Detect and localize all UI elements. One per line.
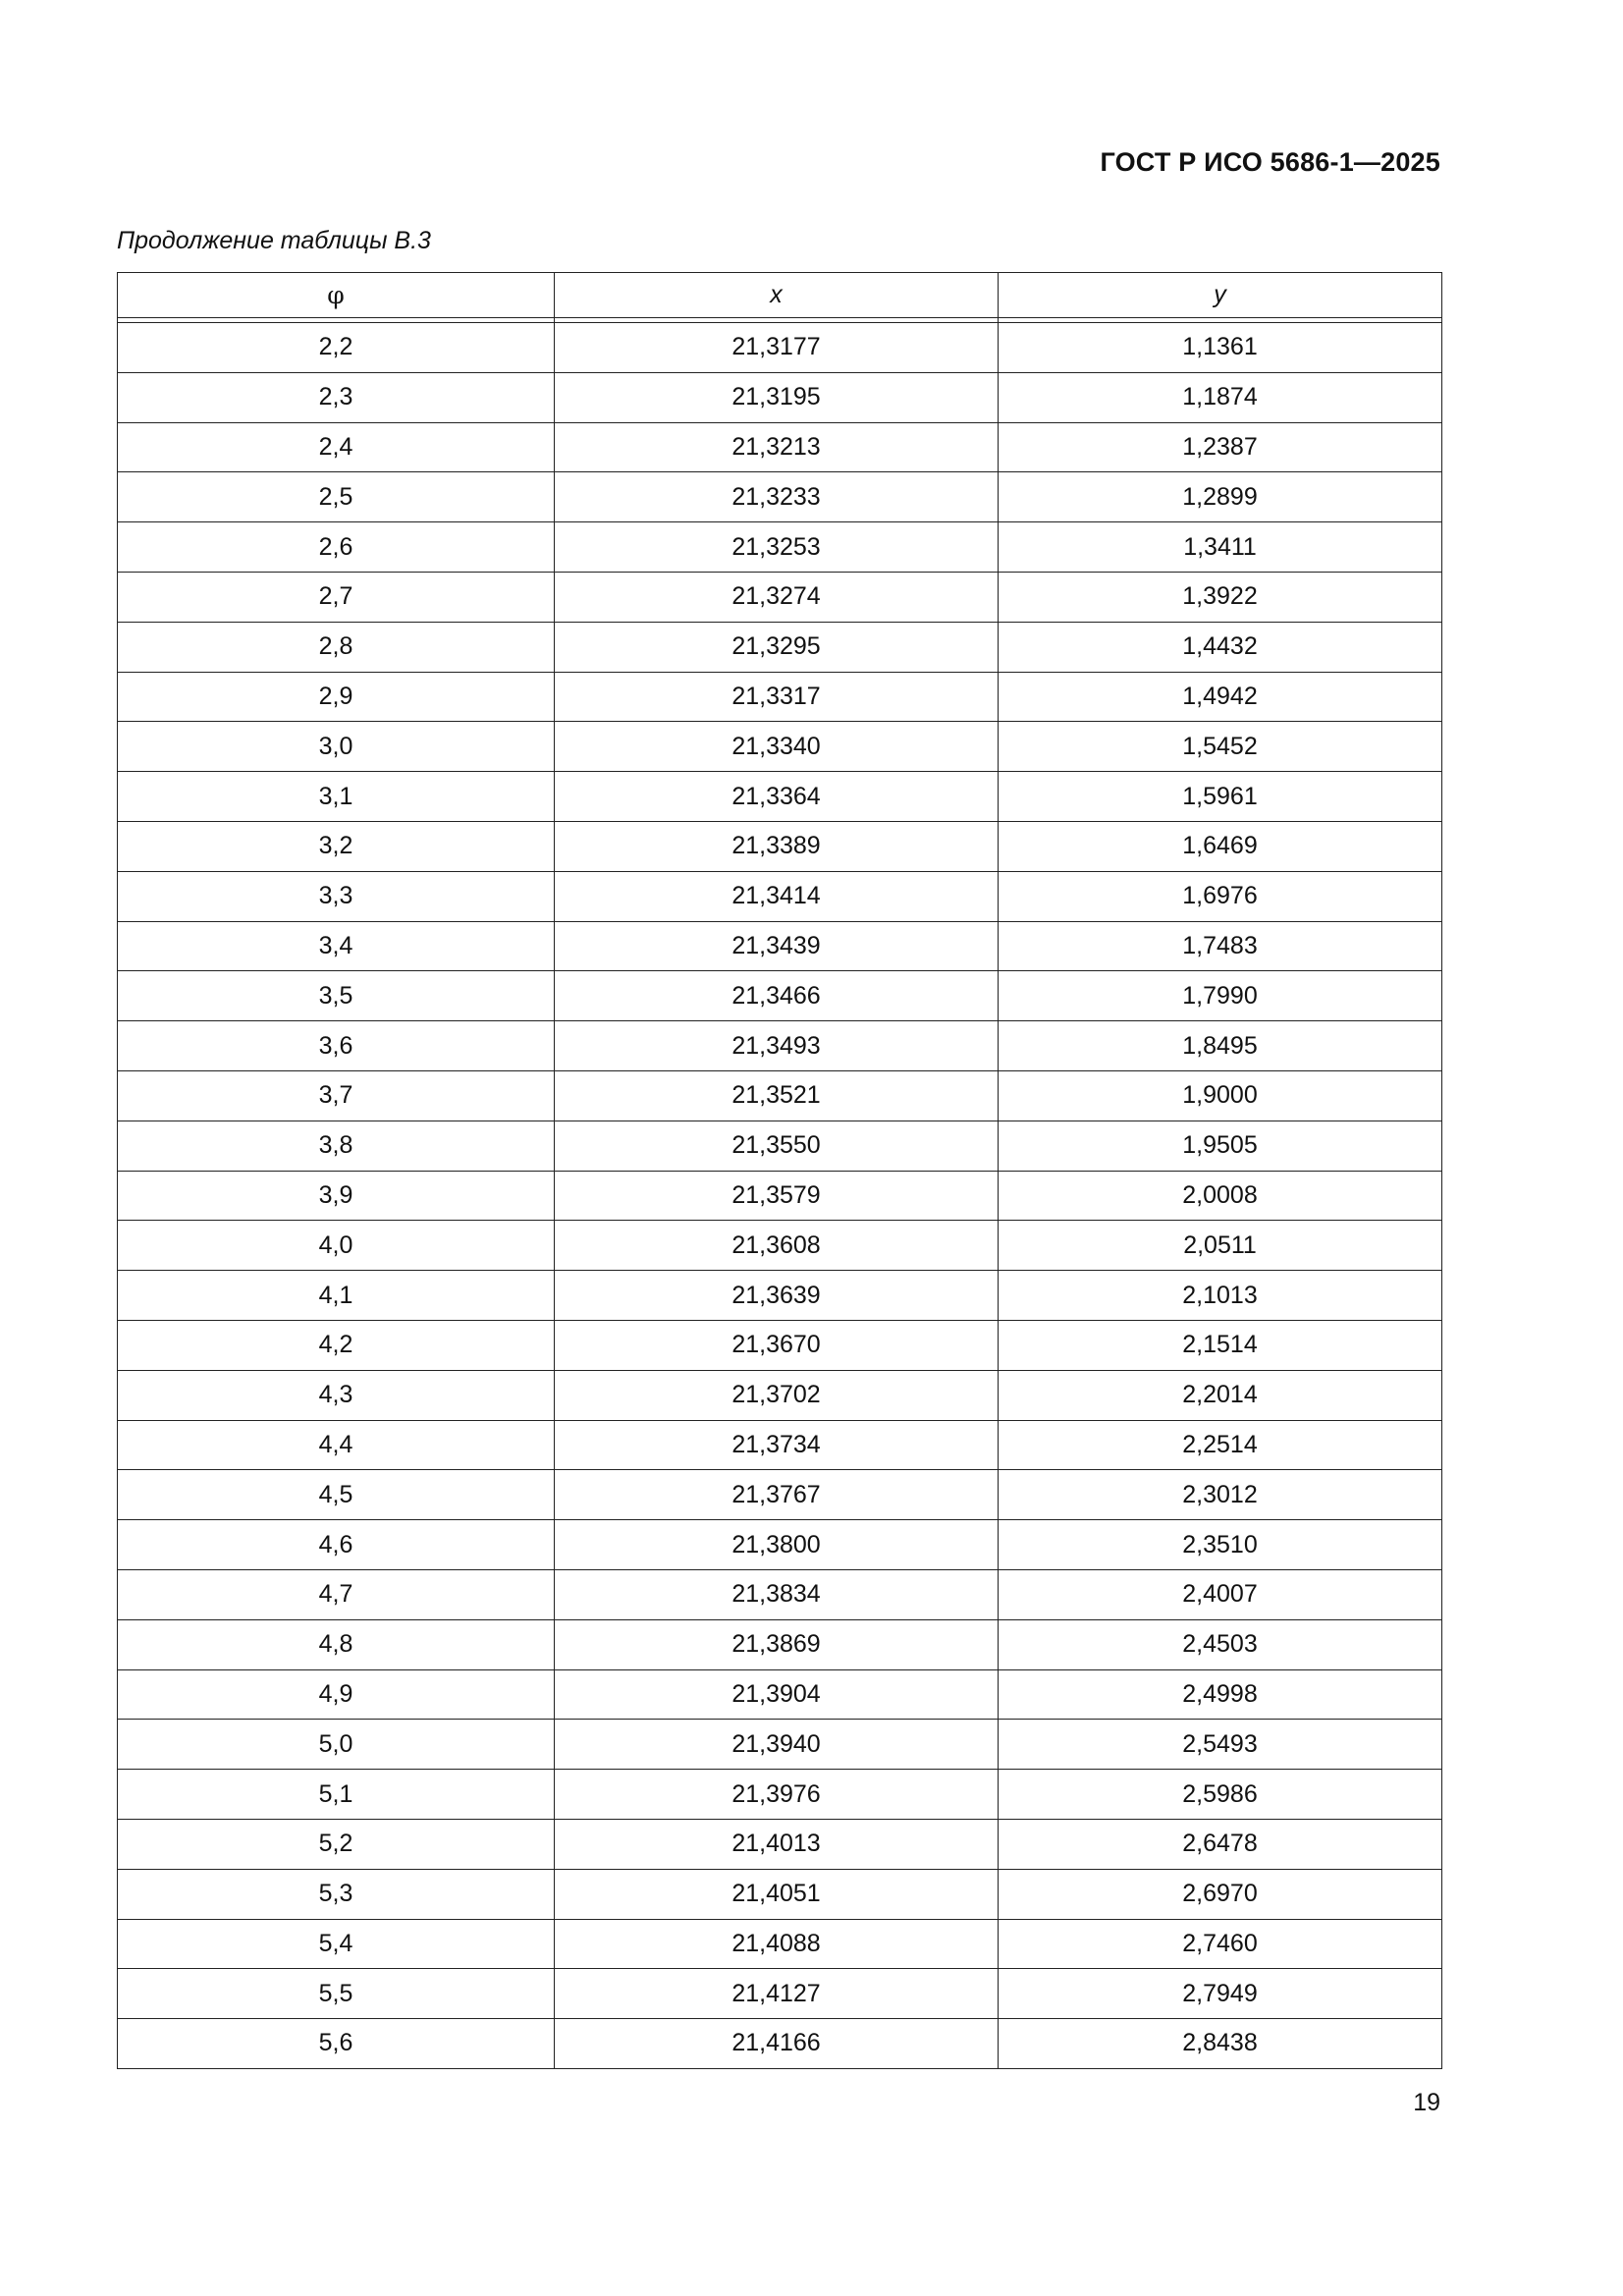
cell-x: 21,3213: [555, 422, 999, 472]
table-row: [118, 1420, 1442, 1470]
cell-phi: 5,6: [118, 2019, 555, 2069]
cell-y: 1,5452: [999, 722, 1442, 772]
cell-phi: 5,5: [118, 1969, 555, 2019]
cell-y: 2,7949: [999, 1969, 1442, 2019]
cell-y: 2,0511: [999, 1221, 1442, 1271]
cell-x: 21,3389: [555, 821, 999, 871]
cell-x: 21,3466: [555, 971, 999, 1021]
cell-y: 1,2387: [999, 422, 1442, 472]
cell-y: 1,3922: [999, 572, 1442, 622]
cell-x: 21,3940: [555, 1720, 999, 1770]
cell-y: 2,8438: [999, 2019, 1442, 2069]
cell-phi: 3,1: [118, 772, 555, 822]
cell-y: 2,5986: [999, 1770, 1442, 1820]
cell-y: 2,0008: [999, 1171, 1442, 1221]
table-row: [118, 1021, 1442, 1071]
cell-x: 21,3233: [555, 472, 999, 522]
cell-x: 21,3340: [555, 722, 999, 772]
table-row: [118, 372, 1442, 422]
cell-phi: 2,7: [118, 572, 555, 622]
cell-y: 1,2899: [999, 472, 1442, 522]
table-row: [118, 622, 1442, 672]
cell-x: 21,4166: [555, 2019, 999, 2069]
table-row: [118, 522, 1442, 573]
cell-phi: 4,0: [118, 1221, 555, 1271]
cell-x: 21,3639: [555, 1271, 999, 1321]
cell-y: 2,4503: [999, 1619, 1442, 1669]
cell-y: 2,3510: [999, 1520, 1442, 1570]
table-row: [118, 1121, 1442, 1171]
cell-x: 21,3608: [555, 1221, 999, 1271]
cell-x: 21,3439: [555, 921, 999, 971]
cell-y: 2,4007: [999, 1569, 1442, 1619]
table-row: [118, 572, 1442, 622]
cell-phi: 4,5: [118, 1470, 555, 1520]
table-row: [118, 1470, 1442, 1520]
cell-y: 1,7483: [999, 921, 1442, 971]
cell-phi: 3,8: [118, 1121, 555, 1171]
cell-phi: 3,5: [118, 971, 555, 1021]
cell-phi: 5,1: [118, 1770, 555, 1820]
table-row: [118, 1569, 1442, 1619]
cell-phi: 2,3: [118, 372, 555, 422]
cell-x: 21,3904: [555, 1669, 999, 1720]
table-row: [118, 2019, 1442, 2069]
cell-x: 21,3800: [555, 1520, 999, 1570]
cell-phi: 4,4: [118, 1420, 555, 1470]
cell-x: 21,3767: [555, 1470, 999, 1520]
cell-y: 1,4432: [999, 622, 1442, 672]
cell-x: 21,3521: [555, 1070, 999, 1121]
table-row: [118, 1770, 1442, 1820]
cell-x: 21,3869: [555, 1619, 999, 1669]
cell-y: 1,9505: [999, 1121, 1442, 1171]
table-row: [118, 921, 1442, 971]
table-row: [118, 871, 1442, 921]
column-header-phi: φ: [118, 273, 555, 318]
cell-y: 1,4942: [999, 672, 1442, 722]
cell-y: 1,6469: [999, 821, 1442, 871]
cell-x: 21,4088: [555, 1919, 999, 1969]
table-row: [118, 1619, 1442, 1669]
cell-x: 21,3834: [555, 1569, 999, 1619]
cell-phi: 3,2: [118, 821, 555, 871]
cell-x: 21,3670: [555, 1320, 999, 1370]
cell-phi: 4,1: [118, 1271, 555, 1321]
cell-x: 21,3274: [555, 572, 999, 622]
cell-y: 2,2514: [999, 1420, 1442, 1470]
cell-phi: 3,4: [118, 921, 555, 971]
table-caption: Продолжение таблицы В.3: [117, 227, 431, 254]
cell-x: 21,3734: [555, 1420, 999, 1470]
table-header: [118, 273, 1442, 323]
column-header-x: x: [555, 273, 999, 318]
table-row: [118, 722, 1442, 772]
cell-x: 21,3364: [555, 772, 999, 822]
cell-y: 2,7460: [999, 1919, 1442, 1969]
data-table: [117, 272, 1442, 2069]
cell-phi: 4,6: [118, 1520, 555, 1570]
cell-x: 21,3317: [555, 672, 999, 722]
cell-y: 2,6970: [999, 1869, 1442, 1919]
table-row: [118, 772, 1442, 822]
table-row: [118, 821, 1442, 871]
cell-phi: 2,9: [118, 672, 555, 722]
cell-phi: 2,4: [118, 422, 555, 472]
cell-phi: 3,9: [118, 1171, 555, 1221]
table-row: [118, 1919, 1442, 1969]
cell-phi: 4,3: [118, 1370, 555, 1420]
cell-y: 1,1874: [999, 372, 1442, 422]
table-row: [118, 971, 1442, 1021]
cell-y: 2,5493: [999, 1720, 1442, 1770]
table-row: [118, 472, 1442, 522]
cell-phi: 3,3: [118, 871, 555, 921]
cell-y: 1,9000: [999, 1070, 1442, 1121]
table-row: [118, 323, 1442, 373]
cell-phi: 5,4: [118, 1919, 555, 1969]
cell-phi: 2,2: [118, 323, 555, 373]
table-row: [118, 1370, 1442, 1420]
cell-phi: 4,8: [118, 1619, 555, 1669]
table-body: [118, 323, 1442, 2069]
table-row: [118, 1520, 1442, 1570]
table-row: [118, 672, 1442, 722]
cell-y: 2,6478: [999, 1819, 1442, 1869]
table-row: [118, 1819, 1442, 1869]
cell-phi: 2,8: [118, 622, 555, 672]
cell-x: 21,3195: [555, 372, 999, 422]
cell-y: 2,3012: [999, 1470, 1442, 1520]
cell-y: 1,5961: [999, 772, 1442, 822]
cell-x: 21,3177: [555, 323, 999, 373]
table-row: [118, 1171, 1442, 1221]
cell-phi: 4,2: [118, 1320, 555, 1370]
table-row: [118, 1669, 1442, 1720]
cell-phi: 4,7: [118, 1569, 555, 1619]
cell-y: 1,7990: [999, 971, 1442, 1021]
cell-x: 21,3295: [555, 622, 999, 672]
cell-x: 21,3702: [555, 1370, 999, 1420]
cell-phi: 2,5: [118, 472, 555, 522]
cell-x: 21,4127: [555, 1969, 999, 2019]
table-row: [118, 1070, 1442, 1121]
cell-phi: 3,0: [118, 722, 555, 772]
cell-phi: 5,3: [118, 1869, 555, 1919]
cell-y: 2,4998: [999, 1669, 1442, 1720]
cell-y: 1,3411: [999, 522, 1442, 573]
cell-x: 21,3493: [555, 1021, 999, 1071]
cell-y: 1,1361: [999, 323, 1442, 373]
cell-y: 2,1013: [999, 1271, 1442, 1321]
cell-y: 1,8495: [999, 1021, 1442, 1071]
document-id: ГОСТ Р ИСО 5686-1—2025: [1100, 147, 1440, 177]
page-number: 19: [1413, 2089, 1440, 2116]
table-row: [118, 1320, 1442, 1370]
column-header-y: y: [999, 273, 1442, 318]
cell-phi: 2,6: [118, 522, 555, 573]
table-row: [118, 1720, 1442, 1770]
cell-x: 21,3579: [555, 1171, 999, 1221]
cell-phi: 3,6: [118, 1021, 555, 1071]
cell-x: 21,4051: [555, 1869, 999, 1919]
cell-y: 1,6976: [999, 871, 1442, 921]
table-row: [118, 1271, 1442, 1321]
cell-y: 2,2014: [999, 1370, 1442, 1420]
cell-x: 21,3253: [555, 522, 999, 573]
table-row: [118, 1869, 1442, 1919]
cell-phi: 3,7: [118, 1070, 555, 1121]
cell-x: 21,3976: [555, 1770, 999, 1820]
table-row: [118, 1969, 1442, 2019]
cell-x: 21,3414: [555, 871, 999, 921]
cell-phi: 4,9: [118, 1669, 555, 1720]
cell-x: 21,4013: [555, 1819, 999, 1869]
cell-x: 21,3550: [555, 1121, 999, 1171]
table-row: [118, 1221, 1442, 1271]
cell-phi: 5,0: [118, 1720, 555, 1770]
cell-phi: 5,2: [118, 1819, 555, 1869]
cell-y: 2,1514: [999, 1320, 1442, 1370]
table-row: [118, 422, 1442, 472]
